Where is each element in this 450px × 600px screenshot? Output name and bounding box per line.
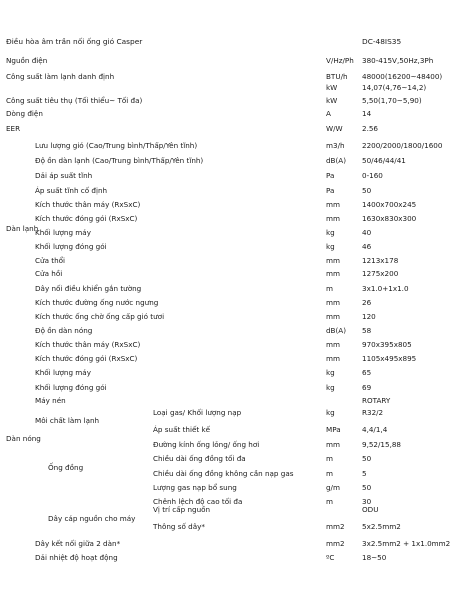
spec-row [0, 211, 450, 226]
spec-unit: mm [326, 354, 341, 363]
spec-label: Chiều dài ống đồng tối đa [153, 454, 246, 463]
spec-value: 14,07(4,76~14,2) [362, 83, 427, 92]
spec-label: Độ ồn dàn lạnh (Cao/Trung bình/Thấp/Yên tĩnh) [35, 156, 204, 165]
spec-unit: dB(A) [326, 156, 347, 165]
spec-value: 4,4/1,4 [362, 425, 388, 434]
spec-row [0, 183, 450, 198]
spec-label: Cửa thổi [35, 256, 66, 265]
spec-row [0, 121, 450, 136]
spec-label: Thông số dây* [153, 522, 205, 531]
spec-label: Nguồn điện [6, 56, 48, 65]
spec-value: 970x395x805 [362, 340, 412, 349]
spec-row [0, 422, 450, 437]
spec-label: Khối lượng đóng gói [35, 242, 107, 251]
spec-row [0, 536, 450, 551]
spec-row [0, 281, 450, 296]
spec-row [0, 106, 450, 121]
spec-value: 2200/2000/1800/1600 [362, 141, 443, 150]
spec-label: Áp suất thiết kế [153, 425, 211, 434]
spec-row [0, 295, 450, 310]
spec-unit: kg [326, 368, 335, 377]
spec-unit: mm [326, 298, 341, 307]
spec-label: Chiều dài ống đồng không cần nạp gas [153, 469, 294, 478]
spec-label: Cửa hồi [35, 269, 63, 278]
spec-value: R32/2 [362, 408, 384, 417]
spec-label: Máy nén [35, 396, 66, 405]
spec-unit: W/W [326, 124, 343, 133]
spec-value: 50 [362, 454, 372, 463]
spec-unit: ºC [326, 553, 335, 562]
spec-unit: kg [326, 408, 335, 417]
spec-unit: kW [326, 96, 338, 105]
spec-value: 58 [362, 326, 372, 335]
spec-unit: MPa [326, 425, 341, 434]
spec-label: Khối lượng máy [35, 368, 91, 377]
spec-value: 65 [362, 368, 372, 377]
spec-unit: mm2 [326, 539, 345, 548]
spec-label: Lượng gas nạp bổ sung [153, 483, 237, 492]
spec-value: 69 [362, 383, 372, 392]
spec-value: 1400x700x245 [362, 200, 417, 209]
spec-row [0, 365, 450, 380]
spec-row [0, 168, 450, 183]
spec-label: Đường kính ống lỏng/ ống hơi [153, 440, 260, 449]
spec-row [0, 480, 450, 495]
model-code: DC-48IS35 [362, 37, 402, 46]
spec-value: 380-415V,50Hz,3Ph [362, 56, 434, 65]
spec-unit: m [326, 454, 334, 463]
spec-unit: mm [326, 200, 341, 209]
spec-value: 1105x495x895 [362, 354, 417, 363]
spec-row [0, 466, 450, 481]
spec-value: 0-160 [362, 171, 383, 180]
spec-label: Kích thước ống chờ ống cấp gió tươi [35, 312, 165, 321]
spec-value: 1213x178 [362, 256, 399, 265]
spec-label: Áp suất tĩnh cố định [35, 186, 108, 195]
spec-row [0, 138, 450, 153]
spec-value: 30 [362, 497, 372, 506]
spec-value: 40 [362, 228, 372, 237]
spec-label: Khối lượng máy [35, 228, 91, 237]
outdoor-group-label: Dàn nóng [6, 434, 41, 443]
spec-row [0, 437, 450, 452]
spec-value: 14 [362, 109, 372, 118]
spec-unit: mm [326, 214, 341, 223]
spec-label: Khối lượng đóng gói [35, 383, 107, 392]
spec-row [0, 502, 450, 517]
spec-unit: A [326, 109, 331, 118]
spec-value: 50 [362, 186, 372, 195]
spec-unit: m [326, 497, 334, 506]
spec-label: Lưu lượng gió (Cao/Trung bình/Thấp/Yên tĩnh) [35, 141, 198, 150]
spec-value: 5 [362, 469, 367, 478]
spec-value: ODU [362, 505, 379, 514]
spec-unit: g/m [326, 483, 340, 492]
spec-unit: Pa [326, 171, 335, 180]
spec-unit: kW [326, 83, 338, 92]
spec-value: 1275x200 [362, 269, 399, 278]
spec-label: EER [6, 124, 21, 133]
spec-value: 5x2.5mm2 [362, 522, 401, 531]
spec-row [0, 405, 450, 420]
spec-label: Dây nối điều khiển gắn tường [35, 284, 142, 293]
spec-unit: V/Hz/Ph [326, 56, 354, 65]
spec-row [0, 351, 450, 366]
spec-label: Kích thước đường ống nước ngưng [35, 298, 159, 307]
spec-value: 46 [362, 242, 372, 251]
spec-unit: m [326, 284, 334, 293]
spec-value: 5,50(1,70~5,90) [362, 96, 422, 105]
spec-label: Kích thước đóng gói (RxSxC) [35, 214, 138, 223]
spec-row [0, 225, 450, 240]
spec-unit: mm [326, 440, 341, 449]
spec-unit: Pa [326, 186, 335, 195]
spec-value: ROTARY [362, 396, 391, 405]
spec-row [0, 337, 450, 352]
spec-row [0, 451, 450, 466]
spec-label: Công suất làm lạnh danh định [6, 72, 115, 81]
spec-value: 48000(16200~48400) [362, 72, 443, 81]
spec-unit: kg [326, 383, 335, 392]
spec-unit: mm2 [326, 522, 345, 531]
spec-label: Công suất tiêu thụ (Tối thiểu~ Tối đa) [6, 96, 143, 105]
spec-row [0, 197, 450, 212]
spec-label: Kích thước đóng gói (RxSxC) [35, 354, 138, 363]
spec-row [0, 239, 450, 254]
spec-label: Chênh lệch độ cao tối đa [153, 497, 243, 506]
refrigerant-group-label: Môi chất làm lạnh [35, 416, 100, 425]
spec-unit: mm [326, 256, 341, 265]
product-name: Điều hòa âm trần nối ống gió Casper [6, 37, 143, 46]
spec-row [0, 519, 450, 534]
spec-unit: dB(A) [326, 326, 347, 335]
spec-value: 120 [362, 312, 376, 321]
spec-row [0, 53, 450, 68]
header-row [0, 34, 450, 49]
spec-unit: mm [326, 312, 341, 321]
spec-label: Dây kết nối giữa 2 dàn* [35, 539, 121, 548]
spec-value: 50/46/44/41 [362, 156, 406, 165]
spec-label: Loại gas/ Khối lượng nạp [153, 408, 242, 417]
spec-label: Kích thước thân máy (RxSxC) [35, 340, 141, 349]
indoor-group-label: Dàn lạnh [6, 224, 39, 233]
spec-label: Kích thước thân máy (RxSxC) [35, 200, 141, 209]
spec-unit: mm [326, 269, 341, 278]
spec-value: 2.56 [362, 124, 379, 133]
spec-label: Dải nhiệt độ hoạt động [35, 553, 118, 562]
spec-label: Dải áp suất tĩnh [35, 171, 93, 180]
spec-value: 18~50 [362, 553, 387, 562]
spec-label: Dòng điện [6, 109, 43, 118]
spec-row [0, 153, 450, 168]
spec-row [0, 309, 450, 324]
spec-value: 3x2.5mm2 + 1x1.0mm2 [362, 539, 450, 548]
spec-row [0, 323, 450, 338]
spec-unit: kg [326, 228, 335, 237]
pipe-group-label: Ống đồng [48, 463, 84, 472]
spec-value: 9,52/15,88 [362, 440, 402, 449]
spec-label: Độ ồn dàn nóng [35, 326, 93, 335]
spec-unit: m3/h [326, 141, 345, 150]
spec-row [0, 266, 450, 281]
spec-value: 26 [362, 298, 372, 307]
spec-unit: m [326, 469, 334, 478]
spec-value: 50 [362, 483, 372, 492]
spec-value: 1630x830x300 [362, 214, 417, 223]
spec-label: Vị trí cấp nguồn [153, 505, 211, 514]
spec-value: 3x1.0+1x1.0 [362, 284, 409, 293]
power-cable-group-label: Dây cáp nguồn cho máy [48, 514, 136, 523]
spec-unit: mm [326, 340, 341, 349]
spec-unit: kg [326, 242, 335, 251]
spec-row [0, 550, 450, 565]
spec-unit: BTU/h [326, 72, 348, 81]
